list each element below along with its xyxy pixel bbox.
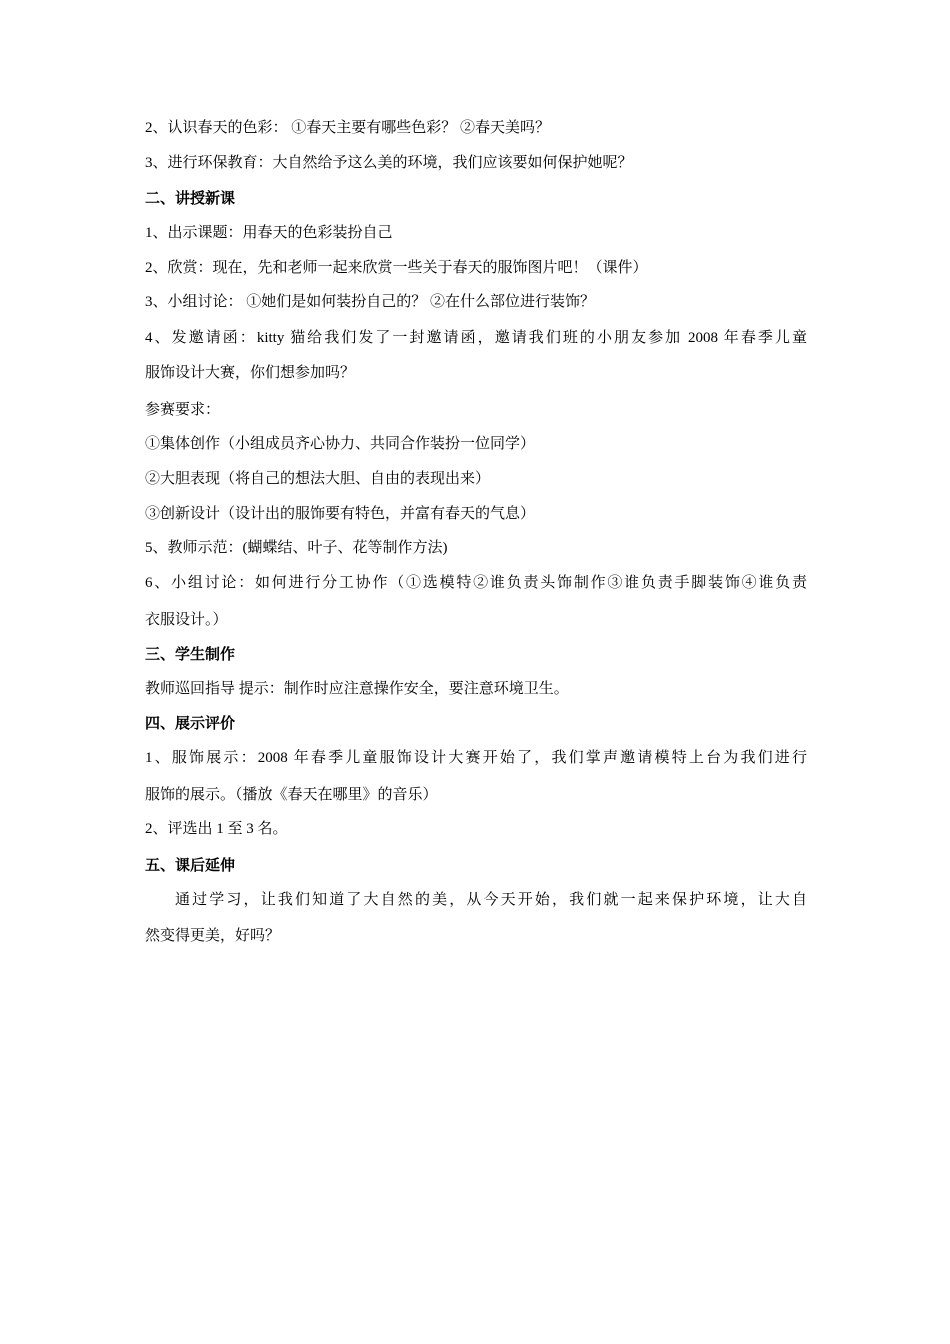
text-line: 4、发邀请函：kitty 猫给我们发了一封邀请函，邀请我们班的小朋友参加 2008 年春季儿童 — [145, 330, 807, 346]
text-line: 2、欣赏：现在，先和老师一起来欣赏一些关于春天的服饰图片吧！（课件） — [145, 260, 648, 276]
text-line: 2、评选出 1 至 3 名。 — [145, 821, 288, 837]
text-line: ③创新设计（设计出的服饰要有特色，并富有春天的气息） — [145, 506, 536, 522]
text-line: 通过学习，让我们知道了大自然的美，从今天开始，我们就一起来保护环境，让大自 — [175, 892, 807, 908]
section-heading: 四、展示评价 — [145, 716, 236, 732]
section-heading: 二、讲授新课 — [145, 191, 236, 207]
text-line: 2、认识春天的色彩： ①春天主要有哪些色彩？ ②春天美吗？ — [145, 120, 551, 136]
text-line: 1、服饰展示：2008 年春季儿童服饰设计大赛开始了，我们掌声邀请模特上台为我们进行 — [145, 750, 807, 766]
section-heading: 五、课后延伸 — [145, 858, 236, 874]
text-line: 1、出示课题：用春天的色彩装扮自己 — [145, 225, 393, 241]
text-line: 参赛要求： — [145, 402, 221, 418]
text-line: 6、小组讨论：如何进行分工协作（①选模特②谁负责头饰制作③谁负责手脚装饰④谁负责 — [145, 575, 807, 591]
text-line: 服饰的展示。（播放《春天在哪里》的音乐） — [145, 787, 438, 803]
text-line: 衣服设计。） — [145, 612, 228, 628]
text-line: 然变得更美，好吗？ — [145, 928, 281, 944]
text-line: 服饰设计大赛，你们想参加吗？ — [145, 365, 356, 381]
text-line: 3、进行环保教育：大自然给予这么美的环境，我们应该要如何保护她呢？ — [145, 155, 633, 171]
text-line: 教师巡回指导 提示：制作时应注意操作安全，要注意环境卫生。 — [145, 681, 569, 697]
text-line: 5、教师示范：(蝴蝶结、叶子、花等制作方法) — [145, 540, 448, 556]
text-line: 3、小组讨论： ①她们是如何装扮自己的？ ②在什么部位进行装饰？ — [145, 294, 596, 310]
section-heading: 三、学生制作 — [145, 647, 236, 663]
text-line: ①集体创作（小组成员齐心协力、共同合作装扮一位同学） — [145, 436, 536, 452]
text-line: ②大胆表现（将自己的想法大胆、自由的表现出来） — [145, 471, 491, 487]
